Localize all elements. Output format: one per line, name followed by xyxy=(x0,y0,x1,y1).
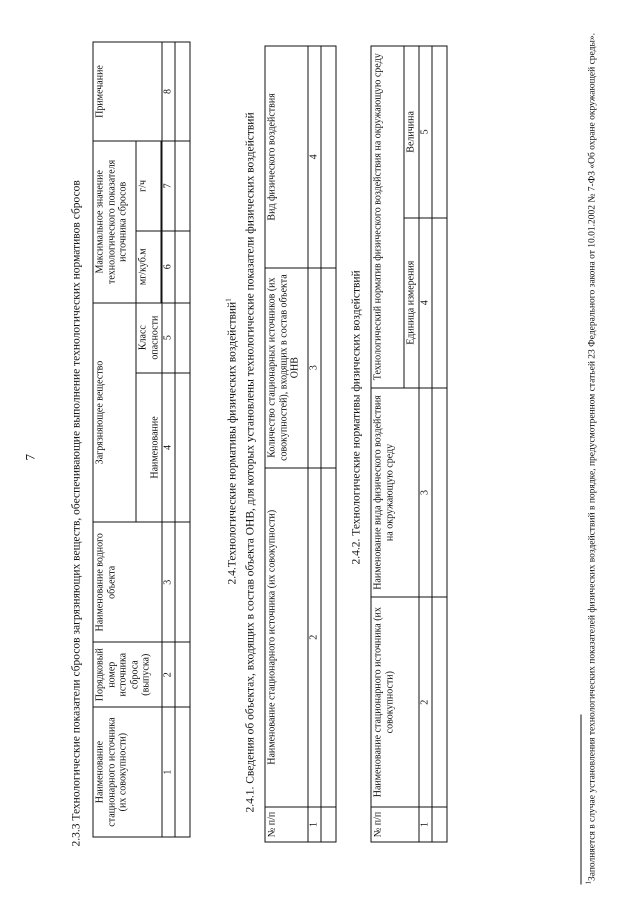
col-number: 2 xyxy=(162,642,175,707)
table-2-3-3 xyxy=(93,42,191,838)
col-number: 1 xyxy=(308,807,321,842)
col-number: 1 xyxy=(419,807,432,842)
header-pollutant-name: Наименование xyxy=(136,373,162,523)
col-number: 1 xyxy=(162,707,175,837)
col-number: 5 xyxy=(162,303,175,373)
header-count: Количество стационарных источников (их совокупностей), входящих в состав объекта ОНВ xyxy=(265,268,308,468)
header-water: Наименование водного объекта xyxy=(93,522,162,642)
section-2-4-1-title: 2.4.1. Сведения об объектах, входящих в состав объекта ОНВ, для которых установлены технологические показатели физических воздействий xyxy=(244,112,257,813)
header-name: Наименование стационарного источника (их совокупности) xyxy=(265,468,308,808)
header-no: № п/п xyxy=(371,807,419,842)
section-2-3-3-title: 2.3.3 Технологические показатели сбросов загрязняющих веществ, обеспечивающие выполнение технологических нормативов сбросов xyxy=(70,180,83,847)
table-2-4-2 xyxy=(371,46,448,843)
header-seq: Порядковый номер источника сброса (выпуска) xyxy=(93,642,162,707)
header-unit-mg: мг/куб.м xyxy=(136,231,161,303)
header-unit: Единица измерения xyxy=(404,218,419,388)
section-2-4-2-title: 2.4.2. Технологические нормативы физических воздействий xyxy=(350,270,363,565)
col-number: 3 xyxy=(162,522,175,642)
header-norm: Технологический норматив физического воздействия на окружающую среду xyxy=(371,46,404,388)
col-number: 5 xyxy=(419,46,432,218)
header-pollutant: Загрязняющее вещество xyxy=(93,303,136,523)
header-unit-gh: г/ч xyxy=(136,141,161,231)
header-note: Примечание xyxy=(93,42,162,141)
header-max: Максимальное значение технологического показателя источника сбросов xyxy=(93,141,136,303)
col-number: 8 xyxy=(162,42,175,141)
col-number: 2 xyxy=(308,468,321,808)
footnote-divider xyxy=(581,715,582,885)
header-source: Наименование стационарного источника (их совокупности) xyxy=(93,707,162,837)
header-value: Величина xyxy=(404,46,419,218)
header-type: Наименование вида физического воздействия на окружающую среду xyxy=(371,388,419,598)
page-number: 7 xyxy=(22,454,38,461)
header-type: Вид физического воздействия xyxy=(265,46,308,268)
table-2-4-1 xyxy=(265,46,337,843)
header-no: № п/п xyxy=(265,807,308,842)
col-number: 7 xyxy=(162,141,175,231)
col-number: 2 xyxy=(419,597,432,807)
header-hazard: Класс опасности xyxy=(136,303,162,373)
header-name: Наименование стационарного источника (их совокупности) xyxy=(371,597,419,807)
col-number: 4 xyxy=(308,46,321,268)
col-number: 3 xyxy=(308,268,321,468)
col-number: 3 xyxy=(419,388,432,598)
section-2-4-title: 2.4.Технологические нормативы физических воздействий$^1$ xyxy=(224,298,239,585)
col-number: 4 xyxy=(162,373,175,523)
col-number: 4 xyxy=(419,218,432,388)
rotated-sheet xyxy=(1,0,640,905)
col-number: 6 xyxy=(162,231,175,303)
footnote: $^1$Заполняется в случае установления технологических показателей физических воздействий в порядке, предусмотренном статьей 23 Федерального закона от 10.01.2002 № 7-ФЗ «Об охране окружающей среды». xyxy=(584,33,598,885)
